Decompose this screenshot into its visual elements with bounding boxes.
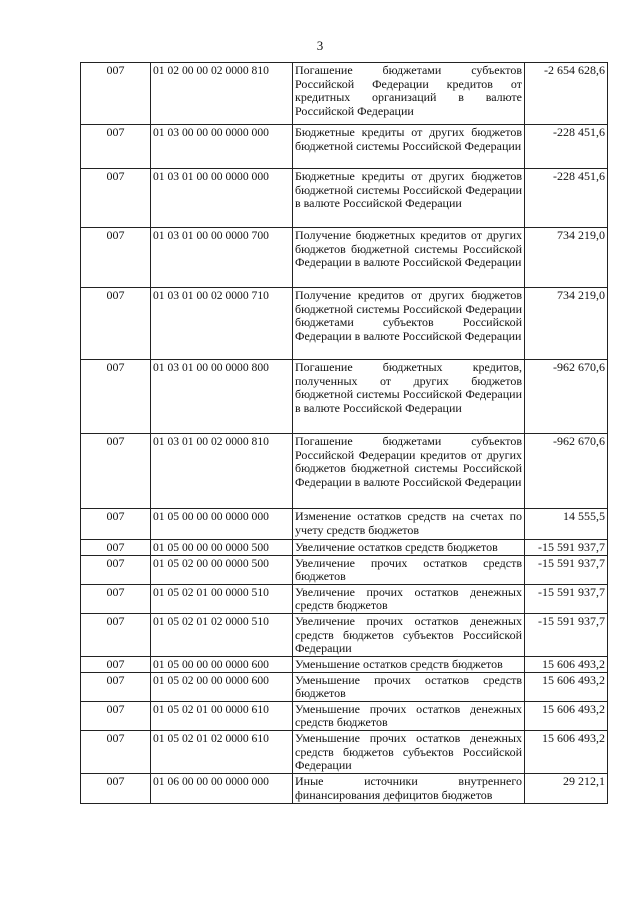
- amount-cell: 734 219,0: [525, 228, 608, 288]
- amount-cell: -15 591 937,7: [525, 540, 608, 556]
- source-name-cell: Иные источники внутреннего финансирования дефицитов бюджетов: [293, 773, 525, 803]
- admin-code-cell: 007: [81, 228, 151, 288]
- table-body: [81, 63, 608, 804]
- budget-code-cell: 01 03 01 00 00 0000 000: [151, 169, 293, 228]
- page-number: 3: [316, 38, 324, 53]
- budget-code-cell: 01 05 00 00 00 0000 600: [151, 656, 293, 672]
- table-row: [81, 228, 608, 288]
- table-row: [81, 434, 608, 509]
- admin-code-cell: 007: [81, 555, 151, 584]
- source-name-cell: Получение кредитов от других бюджетов бюджетной системы Российской Федерации бюджетами субъектов Российской Федерации в валюте Российской Федерации: [293, 288, 525, 360]
- source-name-cell: Уменьшение прочих остатков денежных средств бюджетов субъектов Российской Федерации: [293, 730, 525, 773]
- source-name-cell: Бюджетные кредиты от других бюджетов бюджетной системы Российской Федерации в валюте Российской Федерации: [293, 169, 525, 228]
- amount-cell: -15 591 937,7: [525, 613, 608, 656]
- budget-code-cell: 01 02 00 00 02 0000 810: [151, 63, 293, 125]
- admin-code-cell: 007: [81, 125, 151, 169]
- budget-code-cell: 01 05 02 01 00 0000 610: [151, 701, 293, 730]
- table-row: [81, 773, 608, 803]
- table-row: [81, 125, 608, 169]
- budget-code-cell: 01 06 00 00 00 0000 000: [151, 773, 293, 803]
- table-row: [81, 360, 608, 434]
- admin-code-cell: 007: [81, 730, 151, 773]
- amount-cell: 15 606 493,2: [525, 656, 608, 672]
- budget-code-cell: 01 05 02 01 02 0000 510: [151, 613, 293, 656]
- source-name-cell: Погашение бюджетами субъектов Российской Федерации кредитов от других бюджетов бюджетной системы Российской Федерации в валюте Российской Федерации: [293, 434, 525, 509]
- amount-cell: 29 212,1: [525, 773, 608, 803]
- admin-code-cell: 007: [81, 360, 151, 434]
- amount-cell: -228 451,6: [525, 125, 608, 169]
- amount-cell: -2 654 628,6: [525, 63, 608, 125]
- source-name-cell: Увеличение прочих остатков средств бюджетов: [293, 555, 525, 584]
- admin-code-cell: 007: [81, 584, 151, 613]
- table-row: [81, 509, 608, 540]
- source-name-cell: Изменение остатков средств на счетах по учету средств бюджетов: [293, 509, 525, 540]
- admin-code-cell: 007: [81, 672, 151, 701]
- source-name-cell: Погашение бюджетных кредитов, полученных от других бюджетов бюджетной системы Российской Федерации в валюте Российской Федерации: [293, 360, 525, 434]
- budget-code-cell: 01 05 00 00 00 0000 500: [151, 540, 293, 556]
- admin-code-cell: 007: [81, 656, 151, 672]
- admin-code-cell: 007: [81, 63, 151, 125]
- admin-code-cell: 007: [81, 613, 151, 656]
- amount-cell: -962 670,6: [525, 360, 608, 434]
- source-name-cell: Уменьшение прочих остатков средств бюджетов: [293, 672, 525, 701]
- budget-code-cell: 01 05 02 01 00 0000 510: [151, 584, 293, 613]
- source-name-cell: Увеличение прочих остатков денежных средств бюджетов: [293, 584, 525, 613]
- budget-code-cell: 01 03 01 00 02 0000 710: [151, 288, 293, 360]
- amount-cell: 15 606 493,2: [525, 730, 608, 773]
- budget-code-cell: 01 05 02 01 02 0000 610: [151, 730, 293, 773]
- amount-cell: 734 219,0: [525, 288, 608, 360]
- table-row: [81, 701, 608, 730]
- source-name-cell: Бюджетные кредиты от других бюджетов бюджетной системы Российской Федерации: [293, 125, 525, 169]
- source-name-cell: Уменьшение прочих остатков денежных средств бюджетов: [293, 701, 525, 730]
- admin-code-cell: 007: [81, 509, 151, 540]
- table-row: [81, 672, 608, 701]
- amount-cell: -15 591 937,7: [525, 555, 608, 584]
- amount-cell: -228 451,6: [525, 169, 608, 228]
- admin-code-cell: 007: [81, 540, 151, 556]
- source-name-cell: Получение бюджетных кредитов от других бюджетов бюджетной системы Российской Федерации в валюте Российской Федерации: [293, 228, 525, 288]
- amount-cell: 15 606 493,2: [525, 701, 608, 730]
- source-name-cell: Увеличение прочих остатков денежных средств бюджетов субъектов Российской Федерации: [293, 613, 525, 656]
- table-row: [81, 730, 608, 773]
- budget-code-cell: 01 03 01 00 02 0000 810: [151, 434, 293, 509]
- admin-code-cell: 007: [81, 288, 151, 360]
- amount-cell: -962 670,6: [525, 434, 608, 509]
- table-row: [81, 584, 608, 613]
- table-row: [81, 63, 608, 125]
- amount-cell: 14 555,5: [525, 509, 608, 540]
- table-row: [81, 656, 608, 672]
- budget-code-cell: 01 05 00 00 00 0000 000: [151, 509, 293, 540]
- admin-code-cell: 007: [81, 434, 151, 509]
- table-row: [81, 169, 608, 228]
- budget-code-cell: 01 03 01 00 00 0000 800: [151, 360, 293, 434]
- amount-cell: -15 591 937,7: [525, 584, 608, 613]
- budget-code-cell: 01 05 02 00 00 0000 500: [151, 555, 293, 584]
- admin-code-cell: 007: [81, 169, 151, 228]
- source-name-cell: Уменьшение остатков средств бюджетов: [293, 656, 525, 672]
- amount-cell: 15 606 493,2: [525, 672, 608, 701]
- budget-code-cell: 01 03 00 00 00 0000 000: [151, 125, 293, 169]
- admin-code-cell: 007: [81, 773, 151, 803]
- budget-sources-table: [80, 62, 608, 804]
- budget-code-cell: 01 05 02 00 00 0000 600: [151, 672, 293, 701]
- budget-code-cell: 01 03 01 00 00 0000 700: [151, 228, 293, 288]
- table-row: [81, 540, 608, 556]
- source-name-cell: Увеличение остатков средств бюджетов: [293, 540, 525, 556]
- source-name-cell: Погашение бюджетами субъектов Российской Федерации кредитов от кредитных организаций в валюте Российской Федерации: [293, 63, 525, 125]
- admin-code-cell: 007: [81, 701, 151, 730]
- table-row: [81, 613, 608, 656]
- table-row: [81, 288, 608, 360]
- table-row: [81, 555, 608, 584]
